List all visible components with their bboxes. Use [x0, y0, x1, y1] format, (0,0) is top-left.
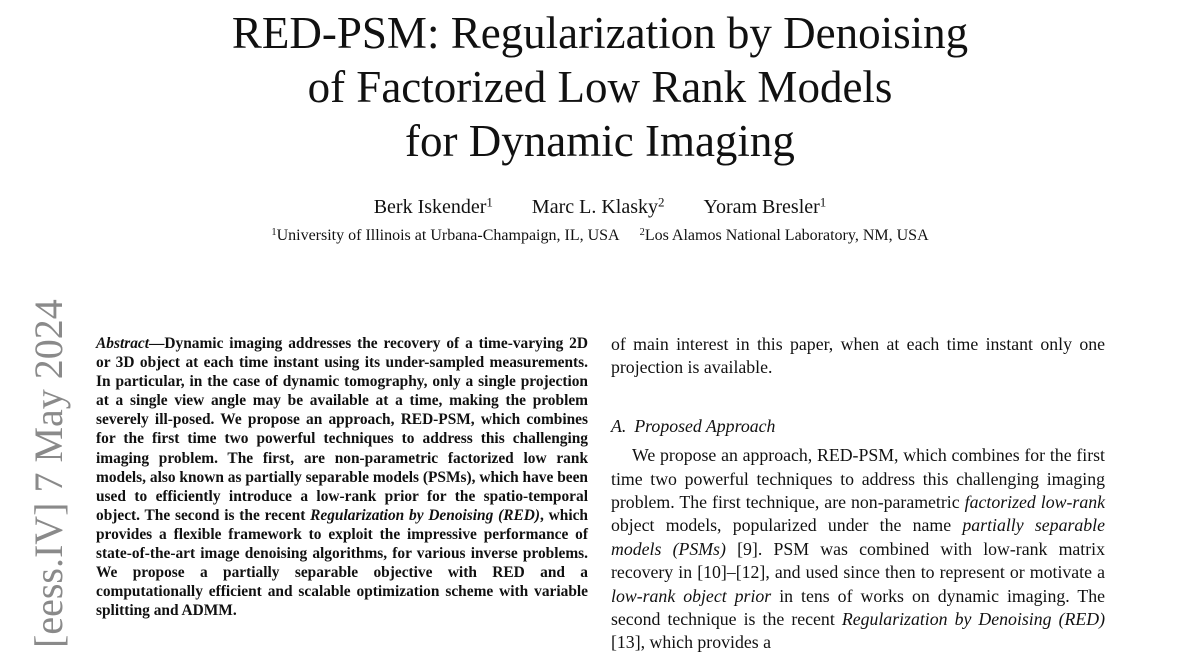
body-text: [9]. PSM was combined with low-rank matrix recovery in [10]–[12], and used since then to represent or motivate a: [611, 538, 1105, 583]
body-paragraph: of main interest in this paper, when at each time instant only one projection is available.: [611, 334, 1105, 378]
author: [532, 194, 665, 220]
body-text: object models, popularized under the name: [611, 515, 963, 536]
author-name: Marc L. Klasky: [531, 196, 658, 218]
title-line-3: for Dynamic Imaging: [405, 116, 795, 166]
body-emphasis: low-rank object prior: [611, 585, 772, 606]
author: [704, 194, 827, 220]
body-emphasis: partially separable models (PSMs): [611, 515, 1105, 559]
author-name: Yoram Bresler: [703, 196, 820, 218]
author-affiliation-mark: 2: [658, 194, 665, 210]
affiliation-mark: 1: [271, 226, 277, 238]
affiliation: [271, 226, 619, 246]
affiliation-text: University of Illinois at Urbana-Champaign, IL, USA: [276, 227, 620, 244]
title-line-2: of Factorized Low Rank Models: [307, 62, 893, 112]
author-list: [0, 194, 1200, 220]
author-affiliation-mark: 1: [486, 194, 493, 210]
subsection-heading: [611, 415, 1105, 438]
affiliation-mark: 2: [639, 226, 645, 238]
body-text: in tens of works on dynamic imaging. The second technique is the recent: [611, 585, 1105, 630]
right-column: [611, 333, 1105, 655]
arxiv-side-stamp: [eess.IV] 7 May 2024: [26, 299, 71, 648]
abstract-text: Dynamic imaging addresses the recovery of a time-varying 2D or 3D object at each time instant using its under-sampled measurements. In particular, in the case of dynamic tomography, only a single projection at a single view angle may be available at a time, making the problem severely ill-posed. We propose an approach, RED-PSM, which combines for the first time two powerful techniques to address this challenging imaging problem. The first, are non-parametric factorized low rank models, also known as partially separable models (PSMs), which have been used to efficiently introduce a low-rank prior for the spatio-temporal object. The second is the recent: [96, 335, 588, 524]
subsection-title: Proposed Approach: [634, 415, 776, 436]
body-emphasis: factorized low-rank: [964, 492, 1105, 513]
body-text: We propose an approach, RED-PSM, which combines for the first time two powerful techniques to address this challenging imaging problem. The first technique, are non-parametric: [611, 445, 1105, 513]
author: [374, 194, 493, 220]
abstract: [96, 334, 588, 620]
author-name: Berk Iskender: [373, 196, 487, 218]
abstract-label: Abstract: [96, 335, 150, 352]
abstract-dash: —: [149, 335, 165, 352]
paper-title: [0, 6, 1200, 168]
author-affiliation-mark: 1: [819, 194, 827, 210]
title-line-1: RED-PSM: Regularization by Denoising: [231, 8, 969, 58]
subsection-number: A.: [611, 415, 627, 436]
affiliation-list: [0, 226, 1200, 246]
body-text: [13], which provides a: [611, 632, 771, 653]
body-paragraph: [611, 444, 1105, 655]
abstract-emphasis: Regularization by Denoising (RED): [310, 506, 540, 524]
affiliation-text: Los Alamos National Laboratory, NM, USA: [644, 227, 929, 244]
abstract-text: , which provides a flexible framework to exploit the impressive performance of state-of-the-art image denoising algorithms, for various inverse problems. We propose a partially separable objective with RED and a computationally efficient and scalable optimization scheme with variable splitting and ADMM.: [96, 506, 588, 620]
affiliation: [640, 226, 929, 246]
body-emphasis: Regularization by Denoising (RED): [841, 609, 1105, 630]
